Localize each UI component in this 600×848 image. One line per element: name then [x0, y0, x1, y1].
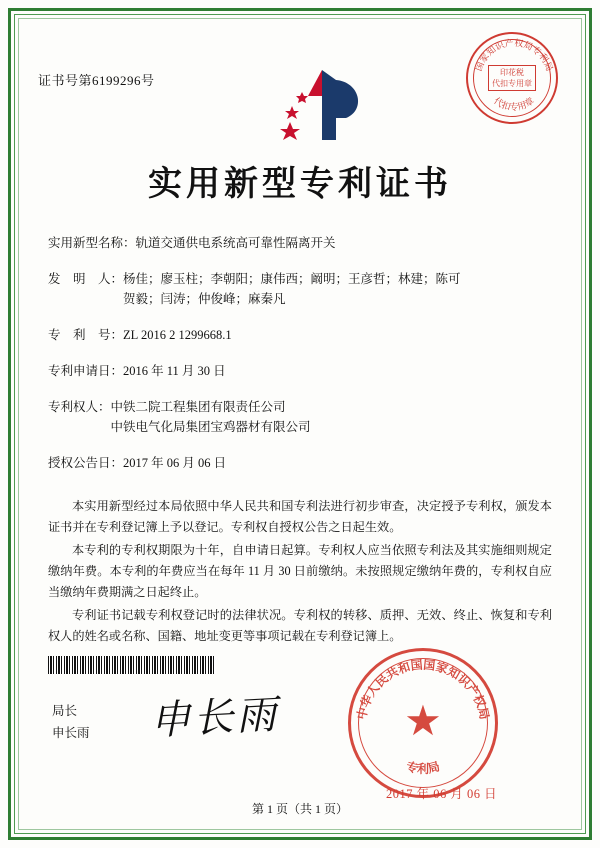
- page-title: 实用新型专利证书: [148, 166, 452, 203]
- field-row-application-date: [48, 361, 558, 381]
- field-label-inventors: 发 明 人：: [48, 272, 124, 286]
- tax-seal-center: [488, 65, 536, 91]
- tax-seal-center-line2: 代扣专用章: [492, 79, 532, 88]
- field-label-patent-number: 专 利 号：: [48, 328, 124, 342]
- national-emblem-star-icon: ★: [404, 699, 442, 746]
- field-label-grant-date: 授权公告日：: [48, 456, 124, 470]
- field-value-inventors: [123, 269, 558, 309]
- field-row-inventors: [48, 269, 558, 309]
- tax-seal-arc-bottom: 代扣专用章: [492, 95, 536, 112]
- signature-block: [52, 700, 90, 744]
- field-label-name: 实用新型名称：: [48, 236, 136, 250]
- national-seal-arc-bottom: 专利局: [404, 759, 442, 776]
- signature-role-label: 局长: [52, 704, 78, 718]
- field-value-grant-date: 2017 年 06 月 06 日: [123, 456, 227, 470]
- barcode: [48, 656, 216, 674]
- field-value-name: 轨道交通供电系统高可靠性隔离开关: [135, 236, 336, 250]
- legal-paragraph-1: 本实用新型经过本局依照中华人民共和国专利法进行初步审查，决定授予专利权，颁发本证书并在专利登记簿上予以登记。专利权自授权公告之日起生效。: [48, 499, 552, 534]
- field-value-inventors-line2: 贺毅；闫涛；仲俊峰；麻秦凡: [123, 292, 286, 306]
- certificate-content: [30, 28, 570, 820]
- seal-date: 2017 年 06 月 06 日: [386, 787, 498, 801]
- field-label-patentee: 专利权人：: [48, 400, 111, 414]
- handwritten-signature: 申长雨: [149, 691, 281, 745]
- tax-seal-center-line1: 印花税: [500, 68, 524, 77]
- field-row-name: [48, 233, 558, 253]
- patent-office-logo-icon: [262, 66, 372, 144]
- field-row-grant-date: [48, 453, 558, 473]
- field-label-application-date: 专利申请日：: [48, 364, 124, 378]
- svg-text:代扣专用章: [492, 95, 536, 112]
- legal-paragraph-3: 专利证书记载专利权登记时的法律状况。专利权的转移、质押、无效、终止、恢复和专利权人的姓名或名称、国籍、地址变更等事项记载在专利登记簿上。: [48, 608, 552, 643]
- field-value-application-date: 2016 年 11 月 30 日: [123, 364, 226, 378]
- national-seal-arc-top: 中华人民共和国国家知识产权局: [354, 657, 492, 721]
- field-value-inventors-line1: 杨佳；廖玉柱；李朝阳；康伟西；阚明；王彦哲；林建；陈可: [123, 272, 461, 286]
- field-value-patent-number: ZL 2016 2 1299668.1: [123, 328, 232, 342]
- field-row-patentee: [48, 397, 558, 437]
- signature-name-label: 申长雨: [52, 726, 90, 740]
- svg-text:专利局: [405, 758, 442, 776]
- field-value-patentee: [111, 397, 558, 437]
- field-row-patent-number: [48, 325, 558, 345]
- tax-seal-arc-top: 国家知识产权局专利局: [473, 37, 555, 73]
- field-value-patentee-line1: 中铁二院工程集团有限责任公司: [110, 400, 286, 414]
- field-value-patentee-line2: 中铁电气化局集团宝鸡器材有限公司: [110, 420, 311, 434]
- page-footer: 第 1 页（共 1 页）: [251, 802, 348, 816]
- field-list: [48, 233, 558, 489]
- tax-stamp-seal: [466, 32, 558, 124]
- certificate-number: 证书号第6199296号: [38, 73, 155, 88]
- legal-paragraph-2: 本专利的专利权期限为十年，自申请日起算。专利权人应当依照专利法及其实施细则规定缴纳年费。本专利的年费应当在每年 11 月 30 日前缴纳。未按照规定缴纳年费的，专利权自应当缴纳年费期满之日起终止。: [48, 543, 552, 599]
- legal-text: [48, 496, 552, 649]
- national-office-seal: [348, 648, 498, 798]
